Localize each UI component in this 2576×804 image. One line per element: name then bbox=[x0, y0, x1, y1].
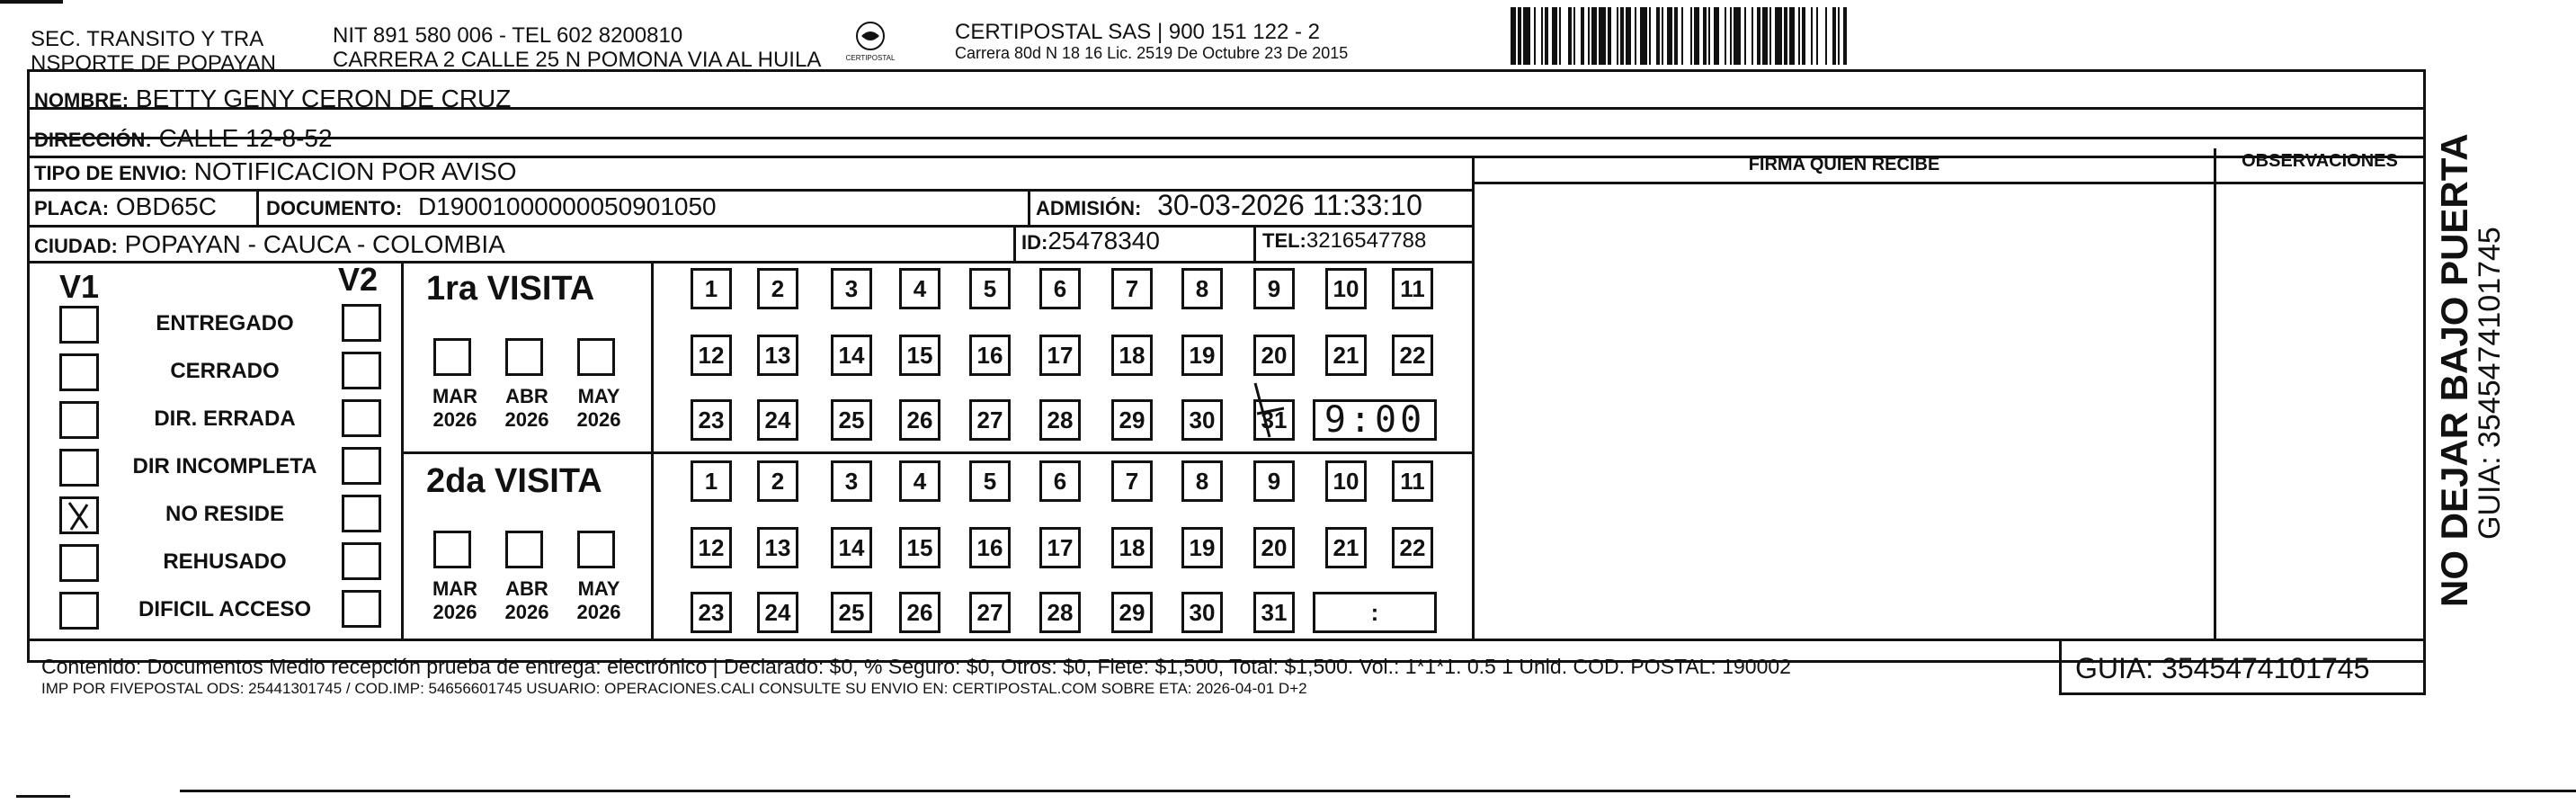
month-checkbox[interactable] bbox=[577, 531, 615, 568]
v2-checkbox[interactable] bbox=[342, 542, 381, 580]
month-label bbox=[500, 385, 554, 432]
day-box[interactable]: 15 bbox=[899, 527, 940, 568]
day-box[interactable]: 17 bbox=[1039, 527, 1081, 568]
row-divider bbox=[27, 137, 2426, 139]
v2-label: V2 bbox=[338, 261, 379, 298]
month-name: MAR bbox=[432, 577, 478, 600]
placa-box bbox=[27, 189, 259, 228]
day-box[interactable]: 31 bbox=[1253, 592, 1295, 633]
day-box[interactable]: 13 bbox=[757, 527, 798, 568]
day-box[interactable]: 26 bbox=[899, 399, 940, 441]
v2-checkbox[interactable] bbox=[342, 590, 381, 628]
month-name: MAY bbox=[577, 385, 620, 407]
day-box[interactable]: 17 bbox=[1039, 335, 1081, 376]
nit-line: NIT 891 580 006 - TEL 602 8200810 bbox=[333, 23, 683, 48]
direccion-label: DIRECCIÓN: bbox=[34, 129, 152, 151]
firma-header: FIRMA QUIEN RECIBE bbox=[1748, 155, 1940, 174]
day-box[interactable]: 4 bbox=[899, 460, 940, 502]
day-box[interactable]: 13 bbox=[757, 335, 798, 376]
tipo-value: NOTIFICACION POR AVISO bbox=[193, 157, 517, 185]
status-label: REHUSADO bbox=[163, 549, 287, 574]
barcode-bar bbox=[1640, 7, 1647, 65]
v1-checkbox[interactable] bbox=[59, 496, 99, 534]
day-box[interactable]: 22 bbox=[1392, 527, 1433, 568]
day-box[interactable]: 8 bbox=[1181, 268, 1223, 309]
placa-label: PLACA: bbox=[34, 197, 110, 219]
day-box[interactable]: 20 bbox=[1253, 335, 1295, 376]
month-checkbox[interactable] bbox=[577, 338, 615, 376]
day-box[interactable]: 19 bbox=[1181, 527, 1223, 568]
no-dejar-warning: NO DEJAR BAJO PUERTA bbox=[2433, 133, 2475, 607]
day-box[interactable]: 16 bbox=[969, 335, 1011, 376]
day-box[interactable]: 4 bbox=[899, 268, 940, 309]
month-checkbox[interactable] bbox=[505, 531, 543, 568]
day-box[interactable]: 31 bbox=[1253, 399, 1295, 441]
day-box[interactable]: 19 bbox=[1181, 335, 1223, 376]
carrier-line-2: Carrera 80d N 18 16 Lic. 2519 De Octubre 23 De 2015 bbox=[955, 44, 1349, 62]
direccion-value: CALLE 12-8-52 bbox=[158, 124, 333, 152]
day-box[interactable]: 9 bbox=[1253, 460, 1295, 502]
check-mark-icon bbox=[1248, 378, 1293, 445]
row-divider bbox=[1475, 182, 2426, 184]
imp-line: IMP POR FIVEPOSTAL ODS: 25441301745 / COD.IMP: 54656601745 USUARIO: OPERACIONES.CALI CONSULTE SU ENVIO EN: CERTIPOSTAL.COM SOBRE ETA: 2026-04-01 D+2 bbox=[41, 680, 1307, 697]
day-box[interactable]: 29 bbox=[1111, 399, 1153, 441]
corner-mark bbox=[0, 0, 63, 4]
barcode-bar bbox=[1775, 7, 1782, 65]
v1-checkbox[interactable] bbox=[59, 449, 99, 487]
day-box[interactable]: 18 bbox=[1111, 527, 1153, 568]
admision-value: 30-03-2026 11:33:10 bbox=[1157, 189, 1422, 221]
day-box[interactable]: 3 bbox=[831, 268, 872, 309]
status-label: NO RESIDE bbox=[165, 502, 285, 526]
observaciones-header: OBSERVACIONES bbox=[2242, 151, 2398, 171]
sender-line-2: NSPORTE DE POPAYAN bbox=[31, 51, 276, 76]
day-box[interactable]: 24 bbox=[757, 592, 798, 633]
day-box[interactable]: 22 bbox=[1392, 335, 1433, 376]
firma-divider bbox=[1472, 156, 1475, 639]
tipo-label: TIPO DE ENVIO: bbox=[34, 162, 187, 184]
tel-row bbox=[1262, 228, 1426, 254]
nombre-value: BETTY GENY CERON DE CRUZ bbox=[135, 85, 512, 112]
visit-row-divider bbox=[401, 451, 1472, 454]
barcode-bar bbox=[1683, 7, 1690, 65]
sender-line-1: SEC. TRANSITO Y TRA bbox=[31, 27, 264, 51]
time-box[interactable]: 9:00 bbox=[1313, 399, 1437, 441]
day-box[interactable]: 15 bbox=[899, 335, 940, 376]
status-label: CERRADO bbox=[170, 359, 280, 383]
certipostal-logo bbox=[843, 18, 897, 68]
documento-row bbox=[266, 192, 717, 221]
month-year: 2026 bbox=[576, 601, 621, 623]
v1-checkbox[interactable] bbox=[59, 306, 99, 344]
month-year: 2026 bbox=[504, 601, 549, 623]
barcode-bar bbox=[1599, 7, 1606, 65]
day-box[interactable]: 23 bbox=[691, 592, 732, 633]
month-year: 2026 bbox=[504, 408, 549, 431]
day-box[interactable]: 5 bbox=[969, 460, 1011, 502]
v2-checkbox[interactable] bbox=[342, 399, 381, 437]
barcode-bar bbox=[1523, 7, 1530, 65]
visit-divider bbox=[651, 261, 654, 639]
id-row bbox=[1021, 227, 1160, 255]
bottom-cut-mark bbox=[16, 795, 70, 798]
v1-checkbox[interactable] bbox=[59, 401, 99, 439]
month-label bbox=[428, 385, 482, 432]
day-box[interactable]: 11 bbox=[1392, 460, 1433, 502]
day-box[interactable]: 14 bbox=[831, 335, 872, 376]
barcode-bar bbox=[1561, 7, 1568, 65]
day-box[interactable]: 27 bbox=[969, 399, 1011, 441]
direccion-row bbox=[34, 124, 333, 153]
v1-label: V1 bbox=[59, 268, 100, 305]
tel-value: 3216547788 bbox=[1306, 228, 1427, 253]
day-box[interactable]: 21 bbox=[1325, 527, 1367, 568]
time-box[interactable]: : bbox=[1313, 592, 1437, 633]
day-box[interactable]: 2 bbox=[757, 460, 798, 502]
admision-divider bbox=[1028, 189, 1030, 228]
address-line: CARRERA 2 CALLE 25 N POMONA VIA AL HUILA bbox=[333, 48, 822, 72]
sender-name bbox=[31, 27, 276, 76]
month-label bbox=[572, 385, 626, 432]
status-label: DIR. ERRADA bbox=[154, 406, 296, 431]
day-box[interactable]: 2 bbox=[757, 268, 798, 309]
month-year: 2026 bbox=[576, 408, 621, 431]
day-box[interactable]: 30 bbox=[1181, 592, 1223, 633]
content-line: Contenido: Documentos Medio recepción prueba de entrega: electrónico | Declarado: $0, % Seguro: $0, Otros: $0, Flete: $1,500, Total: $1,500. Vol.: 1*1*1. 0.5 1 Unid. COD. POSTAL: 190002 bbox=[41, 655, 1791, 678]
day-box[interactable]: 25 bbox=[831, 592, 872, 633]
x-mark-icon bbox=[62, 499, 96, 532]
day-box[interactable]: 30 bbox=[1181, 399, 1223, 441]
day-box[interactable]: 7 bbox=[1111, 460, 1153, 502]
day-box[interactable]: 7 bbox=[1111, 268, 1153, 309]
v1-checkbox[interactable] bbox=[59, 544, 99, 582]
nombre-row bbox=[34, 85, 511, 113]
day-box[interactable]: 9 bbox=[1253, 268, 1295, 309]
observaciones-divider bbox=[2214, 148, 2216, 639]
documento-label: DOCUMENTO: bbox=[266, 197, 403, 219]
day-box[interactable]: 23 bbox=[691, 399, 732, 441]
day-box[interactable]: 18 bbox=[1111, 335, 1153, 376]
month-name: ABR bbox=[505, 577, 548, 600]
v1-checkbox[interactable] bbox=[59, 592, 99, 630]
day-box[interactable]: 6 bbox=[1039, 268, 1081, 309]
day-box[interactable]: 5 bbox=[969, 268, 1011, 309]
logo-text: CERTIPOSTAL bbox=[845, 54, 896, 62]
month-name: MAR bbox=[432, 385, 478, 407]
day-box[interactable]: 14 bbox=[831, 527, 872, 568]
v2-checkbox[interactable] bbox=[342, 495, 381, 532]
day-box[interactable]: 27 bbox=[969, 592, 1011, 633]
documento-value: D19001000000050901050 bbox=[417, 192, 717, 220]
month-name: MAY bbox=[577, 577, 620, 600]
day-box[interactable]: 20 bbox=[1253, 527, 1295, 568]
v2-checkbox[interactable] bbox=[342, 304, 381, 342]
month-year: 2026 bbox=[432, 601, 477, 623]
month-year: 2026 bbox=[432, 408, 477, 431]
sender-contact bbox=[333, 23, 821, 72]
guia-box-value: GUIA: 3545474101745 bbox=[2075, 652, 2370, 684]
day-box[interactable]: 3 bbox=[831, 460, 872, 502]
day-box[interactable]: 16 bbox=[969, 527, 1011, 568]
barcode-bar bbox=[1818, 7, 1825, 65]
month-checkbox[interactable] bbox=[433, 338, 471, 376]
v2-checkbox[interactable] bbox=[342, 447, 381, 485]
barcode-bar bbox=[1734, 7, 1741, 65]
day-box[interactable]: 24 bbox=[757, 399, 798, 441]
ciudad-value: POPAYAN - CAUCA - COLOMBIA bbox=[124, 230, 505, 258]
carrier-info bbox=[955, 20, 1348, 63]
visit-title: 1ra VISITA bbox=[426, 270, 595, 308]
day-box[interactable]: 12 bbox=[691, 527, 732, 568]
day-box[interactable]: 6 bbox=[1039, 460, 1081, 502]
bottom-cut-line bbox=[180, 790, 2576, 792]
month-label bbox=[500, 577, 554, 624]
month-checkbox[interactable] bbox=[505, 338, 543, 376]
day-box[interactable]: 11 bbox=[1392, 268, 1433, 309]
day-box[interactable]: 25 bbox=[831, 399, 872, 441]
ciudad-row bbox=[34, 230, 505, 259]
day-box[interactable]: 28 bbox=[1039, 399, 1081, 441]
day-box[interactable]: 8 bbox=[1181, 460, 1223, 502]
id-label: ID: bbox=[1021, 231, 1048, 254]
v1-checkbox[interactable] bbox=[59, 353, 99, 391]
barcode-bar bbox=[1847, 7, 1852, 65]
tel-label: TEL: bbox=[1262, 229, 1306, 252]
month-label bbox=[572, 577, 626, 624]
status-label: ENTREGADO bbox=[156, 311, 294, 335]
day-box[interactable]: 10 bbox=[1325, 460, 1367, 502]
id-value: 25478340 bbox=[1047, 227, 1160, 255]
barcode bbox=[1511, 7, 2212, 65]
day-box[interactable]: 1 bbox=[691, 460, 732, 502]
day-box[interactable]: 26 bbox=[899, 592, 940, 633]
day-box[interactable]: 12 bbox=[691, 335, 732, 376]
day-box[interactable]: 21 bbox=[1325, 335, 1367, 376]
admision-label: ADMISIÓN: bbox=[1036, 197, 1142, 219]
row-divider bbox=[27, 261, 1475, 264]
day-box[interactable]: 28 bbox=[1039, 592, 1081, 633]
admision-row bbox=[1036, 189, 1422, 222]
carrier-line-1: CERTIPOSTAL SAS | 900 151 122 - 2 bbox=[955, 20, 1320, 44]
tipo-row bbox=[34, 157, 517, 186]
status-divider bbox=[401, 261, 404, 639]
ciudad-label: CIUDAD: bbox=[34, 235, 118, 257]
month-name: ABR bbox=[505, 385, 548, 407]
side-guia: GUIA: 3545474101745 bbox=[2473, 227, 2507, 540]
day-box[interactable]: 1 bbox=[691, 268, 732, 309]
day-box[interactable]: 10 bbox=[1325, 268, 1367, 309]
v2-checkbox[interactable] bbox=[342, 352, 381, 389]
day-box[interactable]: 29 bbox=[1111, 592, 1153, 633]
month-checkbox[interactable] bbox=[433, 531, 471, 568]
visit-title: 2da VISITA bbox=[426, 462, 602, 500]
status-label: DIR INCOMPLETA bbox=[132, 454, 317, 478]
placa-value: OBD65C bbox=[115, 192, 217, 220]
month-label bbox=[428, 577, 482, 624]
status-label: DIFICIL ACCESO bbox=[138, 597, 311, 621]
nombre-label: NOMBRE: bbox=[34, 89, 129, 112]
